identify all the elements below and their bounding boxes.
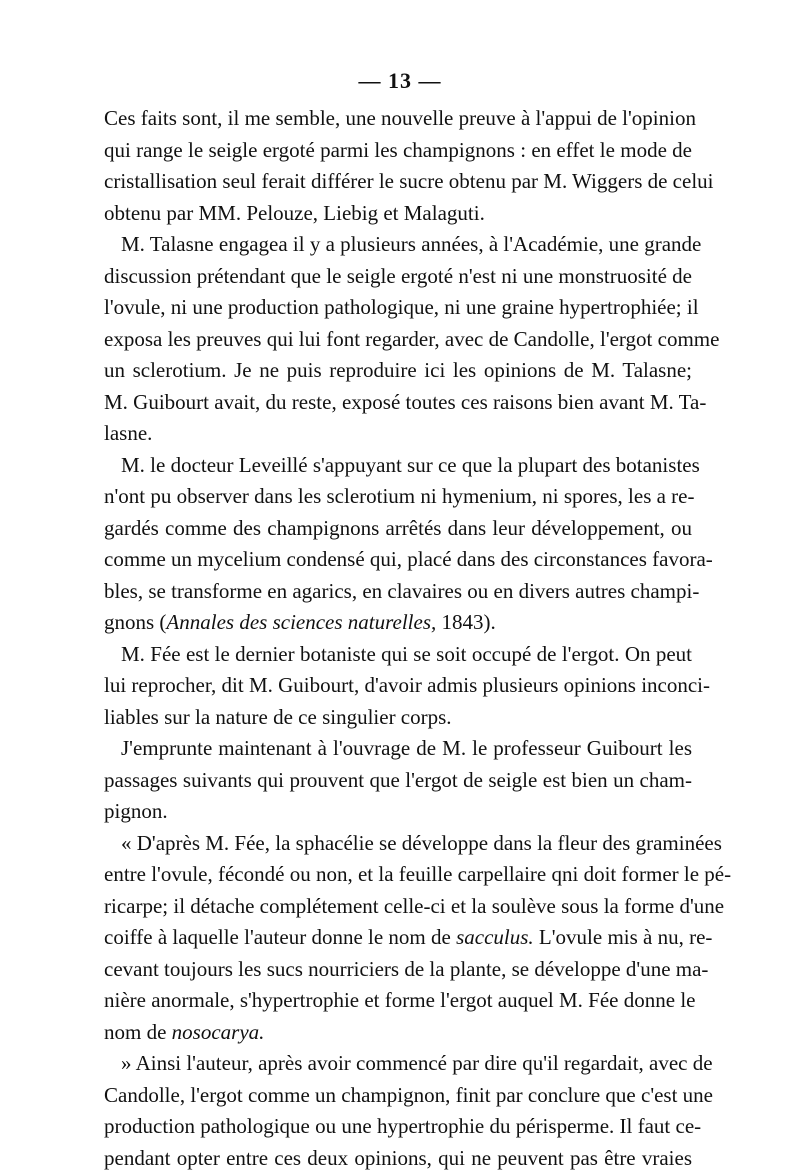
text-line-after: 1843). <box>436 610 496 634</box>
text-line: production pathologique ou une hypertrophie du périsperme. Il faut ce- <box>104 1114 702 1138</box>
text-line: un sclerotium. Je ne puis reproduire ici les opinions de M. Talasne; <box>104 358 692 382</box>
text-line <box>104 607 692 639</box>
text-line: liables sur la nature de ce singulier corps. <box>104 704 452 729</box>
text-line: lui reprocher, dit M. Guibourt, d'avoir admis plusieurs opinions inconci- <box>104 673 711 697</box>
text-line: cristallisation seul ferait différer le sucre obtenu par M. Wiggers de celui <box>104 169 714 193</box>
text-line: ricarpe; il détache complétement celle-ci et la soulève sous la forme d'une <box>104 893 725 918</box>
text-line: gardés comme des champignons arrêtés dans leur développement, ou <box>104 515 692 540</box>
text-line: bles, se transforme en agarics, en clavaires ou en divers autres champi- <box>104 578 700 603</box>
text-line: comme un mycelium condensé qui, placé dans des circonstances favora- <box>104 547 713 571</box>
text-line: M. Guibourt avait, du reste, exposé toutes ces raisons bien avant M. Ta- <box>104 389 707 414</box>
text-line: J'emprunte maintenant à l'ouvrage de M. le professeur Guibourt les <box>121 736 692 760</box>
text-line: M. Fée est le dernier botaniste qui se soit occupé de l'ergot. On peut <box>121 641 692 666</box>
text-line: lasne. <box>104 421 153 445</box>
text-line: nière anormale, s'hypertrophie et forme l'ergot auquel M. Fée donne le <box>104 988 696 1012</box>
latin-term: nosocarya. <box>171 1019 265 1044</box>
text-line: l'ovule, ni une production pathologique, ni une graine hypertrophiée; il <box>104 295 699 319</box>
body-text <box>104 103 732 1174</box>
text-line: M. le docteur Leveillé s'appuyant sur ce que la plupart des botanistes <box>121 452 700 477</box>
text-line-after: L'ovule mis à nu, re- <box>533 925 713 949</box>
page-number: — 13 — <box>358 68 442 93</box>
text-line: entre l'ovule, fécondé ou non, et la feuille carpellaire qni doit former le pé- <box>104 862 732 886</box>
text-line: » Ainsi l'auteur, après avoir commencé par dire qu'il regardait, avec de <box>121 1051 713 1075</box>
text-line: obtenu par MM. Pelouze, Liebig et Malaguti. <box>104 200 485 225</box>
text-line <box>104 1017 692 1049</box>
latin-term: sacculus. <box>456 925 534 949</box>
text-line: Ces faits sont, il me semble, une nouvelle preuve à l'appui de l'opinion <box>104 106 696 130</box>
text-line: n'ont pu observer dans les sclerotium ni hymenium, ni spores, les a re- <box>104 484 695 508</box>
text-line-before: coiffe à laquelle l'auteur donne le nom de <box>104 925 457 949</box>
text-line: passages suivants qui prouvent que l'ergot de seigle est bien un cham- <box>104 767 692 792</box>
text-line: M. Talasne engagea il y a plusieurs années, à l'Académie, une grande <box>121 232 702 256</box>
journal-title: Annales des sciences naturelles, <box>166 610 437 634</box>
text-line <box>104 922 713 954</box>
text-line: qui range le seigle ergoté parmi les champignons : en effet le mode de <box>104 137 692 162</box>
text-line: pignon. <box>104 799 168 823</box>
text-line: cevant toujours les sucs nourriciers de la plante, se développe d'une ma- <box>104 956 709 981</box>
text-line: « D'après M. Fée, la sphacélie se développe dans la fleur des graminées <box>121 830 722 855</box>
text-line-before: gnons ( <box>104 610 167 634</box>
text-line: discussion prétendant que le seigle ergoté n'est ni une monstruosité de <box>104 263 692 288</box>
text-line: Candolle, l'ergot comme un champignon, finit par conclure que c'est une <box>104 1082 713 1107</box>
text-line: pendant opter entre ces deux opinions, qui ne peuvent pas être vraies <box>104 1145 692 1170</box>
text-line-before: nom de <box>104 1019 172 1044</box>
text-line: exposa les preuves qui lui font regarder, avec de Candolle, l'ergot comme <box>104 326 720 351</box>
